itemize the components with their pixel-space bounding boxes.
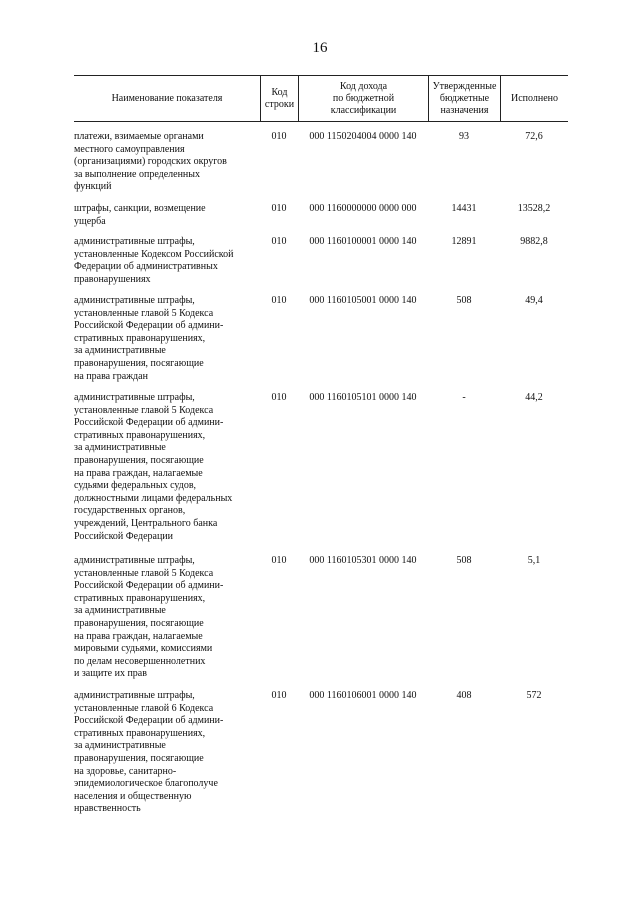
row-approved: 12891 [451,236,477,247]
row-income-code: 000 1160105001 0000 140 [309,295,417,306]
row-code: 010 [271,690,287,701]
row-approved: 408 [456,690,472,701]
row-income-code: 000 1160105101 0000 140 [309,392,417,403]
row-code: 010 [271,203,287,214]
row-approved: 93 [459,131,469,142]
row-approved: 508 [456,555,472,566]
row-approved: 508 [456,295,472,306]
row-approved: 14431 [451,203,477,214]
header-line-code: Код строки [260,76,298,121]
row-approved: - [462,392,466,403]
row-executed: 5,1 [527,555,541,566]
header-indicator-name: Наименование показателя [111,92,223,104]
header-approved: Утвержденные бюджетные назначения [428,76,500,121]
page-number: 16 [312,40,328,56]
row-name: административные штрафы, установленные главой 5 Кодекса Российской Федерации об админи- стративных правонарушениях, за административные правонарушения, посягающие на права граждан, налагаемые мировыми судьями, комиссиями по делам несовершеннолетних и защите их прав [74,555,224,680]
row-income-code: 000 1160100001 0000 140 [309,236,417,247]
row-name: административные штрафы, установленные главой 5 Кодекса Российской Федерации об админи- стративных правонарушениях, за административные правонарушения, посягающие на права граждан, налагаемые судьями федеральных судов, должностными лицами федеральных государственных органов, учреждений, Центрального банка Российской Федерации [74,392,233,542]
row-code: 010 [271,555,287,566]
row-executed: 9882,8 [520,236,548,247]
row-name: административные штрафы, установленные главой 6 Кодекса Российской Федерации об админи- стративных правонарушениях, за административные правонарушения, посягающие на здоровье, санитарно- эпидемиологическое благополуче населения и общественную нравственность [74,690,224,815]
row-income-code: 000 1150204004 0000 140 [309,131,417,142]
row-code: 010 [271,295,287,306]
row-executed: 49,4 [525,295,543,306]
row-executed: 572 [526,690,542,701]
row-name: административные штрафы, установленные Кодексом Российской Федерации об административных правонарушениях [74,236,234,285]
row-name: административные штрафы, установленные главой 5 Кодекса Российской Федерации об админи- стративных правонарушениях, за административные правонарушения, посягающие на права граждан [74,295,224,382]
header-income-code: Код дохода по бюджетной классификации [298,76,428,121]
row-income-code: 000 1160000000 0000 000 [309,203,417,214]
row-executed: 72,6 [525,131,543,142]
row-income-code: 000 1160105301 0000 140 [309,555,417,566]
header-executed: Исполнено [500,76,568,121]
row-code: 010 [271,236,287,247]
row-code: 010 [271,131,287,142]
row-executed: 13528,2 [517,203,551,214]
row-executed: 44,2 [525,392,543,403]
row-name: штрафы, санкции, возмещение ущерба [74,203,206,227]
row-name: платежи, взимаемые органами местного самоуправления (организациями) городских округов за выполнение определенных функций [74,131,227,193]
table-header [74,75,568,122]
row-income-code: 000 1160106001 0000 140 [309,690,417,701]
row-code: 010 [271,392,287,403]
